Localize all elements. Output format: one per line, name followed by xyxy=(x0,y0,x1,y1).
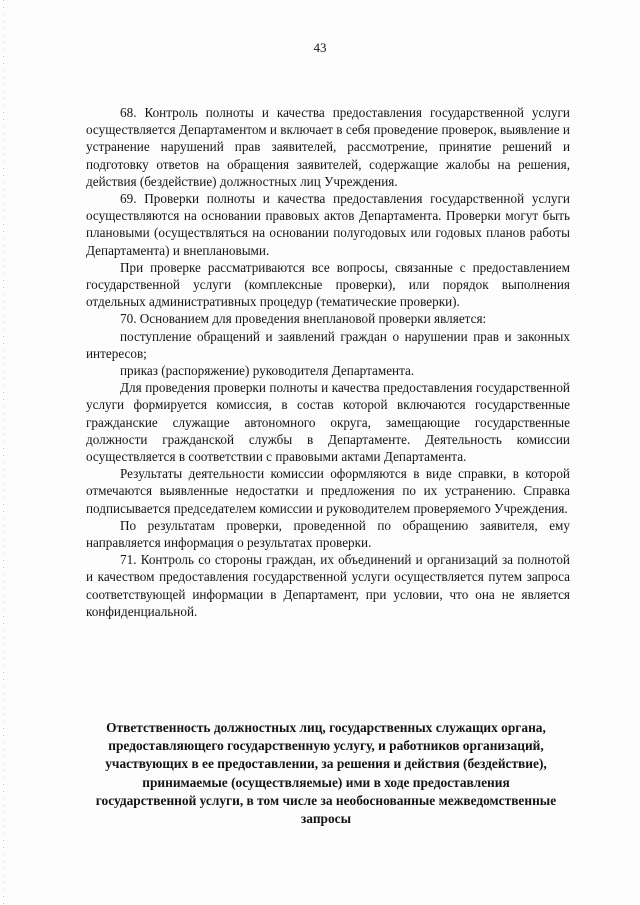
paragraph-commission: Для проведения проверки полноты и качества предоставления государственной услуги формируется комиссия, в состав которой включаются государственные гражданские служащие автономного округа, замещающие государственные должности гражданской службы в Департаменте. Деятельность комиссии осуществляется в соответствии с правовыми актами Департамента. xyxy=(86,380,570,465)
paragraph-71: 71. Контроль со стороны граждан, их объединений и организаций за полнотой и качеством предоставления государственной услуги осуществляется путем запроса соответствующей информации в Департамент, при условии, что она не является конфиденциальной. xyxy=(86,552,570,619)
paragraph-70: 70. Основанием для проведения внеплановой проверки является: xyxy=(120,311,487,327)
scan-edge-dots xyxy=(3,0,4,905)
section-heading: Ответственность должностных лиц, государственных служащих органа, предоставляющего государственную услугу, и работников организаций, участвующих в ее предоставлении, за решения и действия (бездействие), принимаемые (осуществляемые) ими в ходе предоставления государственной услуги, в том числе за необоснованные межведомственные запросы xyxy=(95,720,557,827)
body-text xyxy=(86,104,570,620)
paragraph-grounds-appeals: поступление обращений и заявлений граждан о нарушении прав и законных интересов; xyxy=(86,328,570,361)
paragraph-68: 68. Контроль полноты и качества предоставления государственной услуги осуществляется Департаментом и включает в себя проведение проверок, выявление и устранение нарушений прав заявителей, рассмотрение, принятие решений и подготовку ответов на обращения заявителей, содержащие жалобы на решения, действия (бездействие) должностных лиц Учреждения. xyxy=(86,105,570,189)
paragraph-grounds-order: приказ (распоряжение) руководителя Департамента. xyxy=(120,363,415,379)
page-number: 43 xyxy=(313,40,327,55)
paragraph-applicant-notice: По результатам проверки, проведенной по обращению заявителя, ему направляется информация о результатах проверки. xyxy=(86,517,570,551)
paragraph-inspection-scope: При проверке рассматриваются все вопросы, связанные с предоставлением государственной услуги (комплексные проверки), или порядок выполнения отдельных административных процедур (тематические проверки). xyxy=(86,259,570,310)
paragraph-69: 69. Проверки полноты и качества предоставления государственной услуги осуществляются на основании правовых актов Департамента. Проверки могут быть плановыми (осуществляться на основании полугодовых или годовых планов работы Департамента) и внеплановыми. xyxy=(86,191,570,258)
paragraph-commission-results: Результаты деятельности комиссии оформляются в виде справки, в которой отмечаются выявленные недостатки и предложения по их устранению. Справка подписывается председателем комиссии и руководителем проверяемого Учреждения. xyxy=(86,466,570,516)
